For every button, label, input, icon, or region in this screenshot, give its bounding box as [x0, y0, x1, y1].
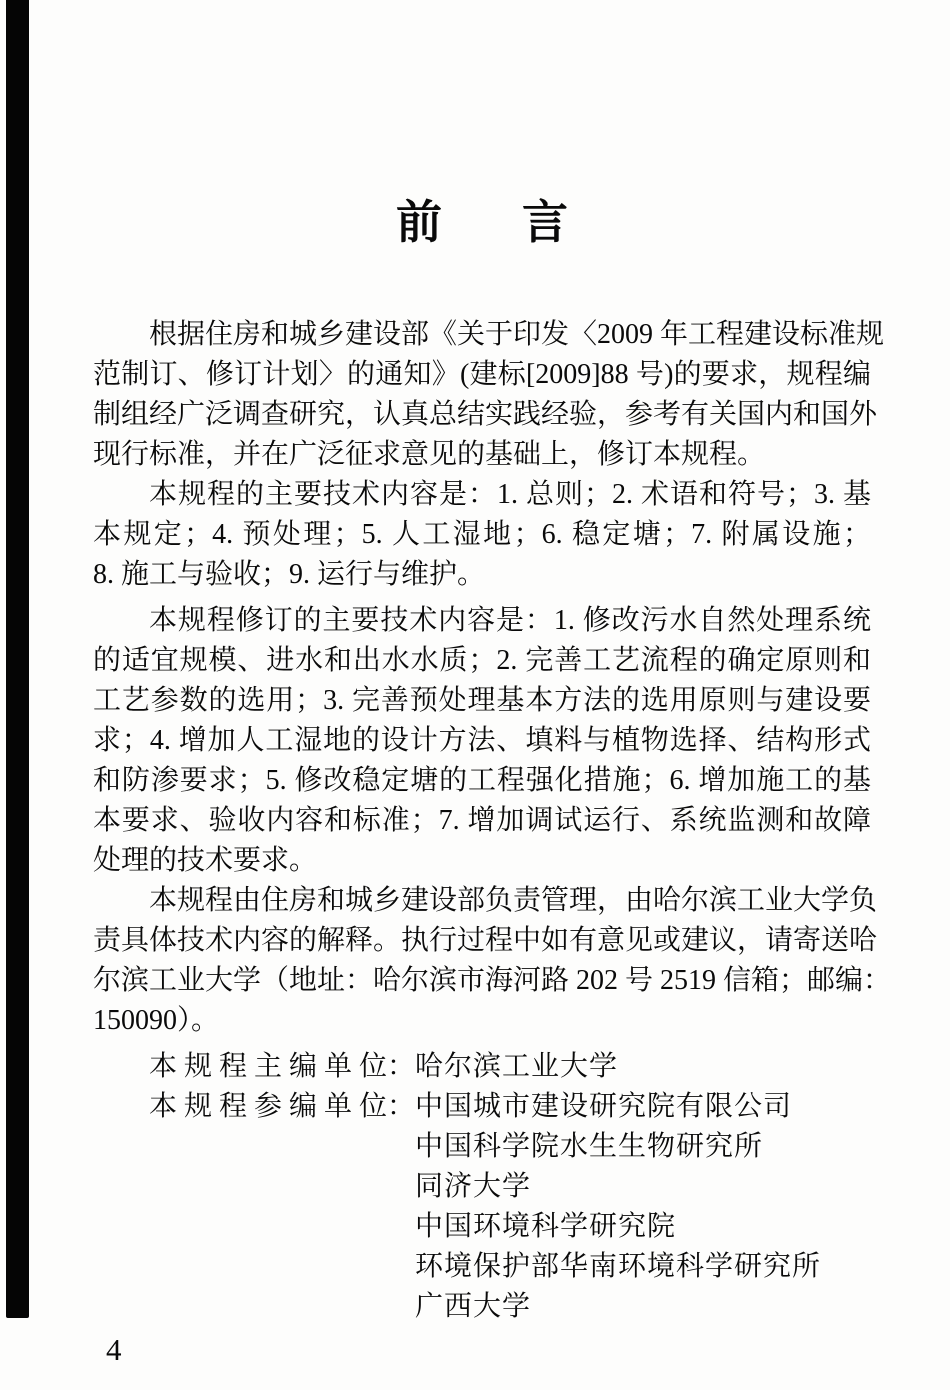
paragraph1-line2: 范制订、修订计划〉的通知》(建标[2009]88 号)的要求，规程编	[93, 359, 871, 390]
participating-unit-line	[93, 1286, 871, 1326]
chief-editor-label: 本 规 程 主 编 单 位：	[149, 1051, 416, 1082]
paragraph3-line2: 的适宜规模、进水和出水水质；2. 完善工艺流程的确定原则和	[93, 645, 871, 676]
participating-unit-line	[93, 1206, 871, 1246]
paragraph4-line1: 本规程由住房和城乡建设部负责管理，由哈尔滨工业大学负	[149, 885, 878, 916]
paragraph3-line4: 求；4. 增加人工湿地的设计方法、填料与植物选择、结构形式	[93, 725, 871, 756]
participating-unit-3: 同济大学	[415, 1170, 532, 1201]
participating-unit-line	[93, 1126, 871, 1166]
participating-unit-6: 广西大学	[415, 1290, 532, 1321]
participating-editor-line	[93, 1086, 871, 1126]
paragraph3-line1: 本规程修订的主要技术内容是：1. 修改污水自然处理系统	[149, 605, 871, 636]
paragraph2-line2: 本规定；4. 预处理；5. 人工湿地；6. 稳定塘；7. 附属设施；	[93, 519, 871, 550]
paragraph3-line5: 和防渗要求；5. 修改稳定塘的工程强化措施；6. 增加施工的基	[93, 765, 871, 796]
document-body	[93, 315, 892, 1326]
participating-unit-5: 环境保护部华南环境科学研究所	[415, 1250, 822, 1281]
title-char-first: 前	[396, 197, 442, 248]
participating-unit-4: 中国环境科学研究院	[415, 1210, 677, 1241]
title-char-second: 言	[522, 197, 568, 248]
scan-gutter-shadow	[6, 0, 29, 1318]
paragraph1-line3: 制组经广泛调查研究，认真总结实践经验，参考有关国内和国外	[93, 399, 878, 430]
paragraph4-line4: 150090）。	[93, 1005, 220, 1036]
paragraph2-line3: 8. 施工与验收；9. 运行与维护。	[93, 559, 486, 590]
participating-unit-2: 中国科学院水生生物研究所	[415, 1130, 764, 1161]
page-number: 4	[106, 1332, 122, 1367]
paragraph3-line7: 处理的技术要求。	[93, 845, 318, 876]
participating-unit-line	[93, 1246, 871, 1286]
chief-editor-line	[93, 1046, 871, 1086]
page-title	[93, 194, 871, 252]
paragraph4-line3: 尔滨工业大学（地址：哈尔滨市海河路 202 号 2519 信箱；邮编：	[93, 965, 892, 996]
participating-unit-line	[93, 1166, 871, 1206]
paragraph4-line2: 责具体技术内容的解释。执行过程中如有意见或建议，请寄送哈	[93, 925, 878, 956]
paragraph1-line1: 根据住房和城乡建设部《关于印发〈2009 年工程建设标准规	[149, 319, 885, 350]
paragraph1-line4: 现行标准，并在广泛征求意见的基础上，修订本规程。	[93, 439, 766, 470]
participating-unit-1: 中国城市建设研究院有限公司	[415, 1090, 793, 1121]
paragraph3-line3: 工艺参数的选用；3. 完善预处理基本方法的选用原则与建设要	[93, 685, 871, 716]
paragraph2-line1: 本规程的主要技术内容是：1. 总则；2. 术语和符号；3. 基	[149, 479, 871, 510]
paragraph3-line6: 本要求、验收内容和标准；7. 增加调试运行、系统监测和故障	[93, 805, 871, 836]
chief-editor-name: 哈尔滨工业大学	[415, 1050, 619, 1081]
participating-editor-label: 本 规 程 参 编 单 位：	[149, 1091, 416, 1122]
